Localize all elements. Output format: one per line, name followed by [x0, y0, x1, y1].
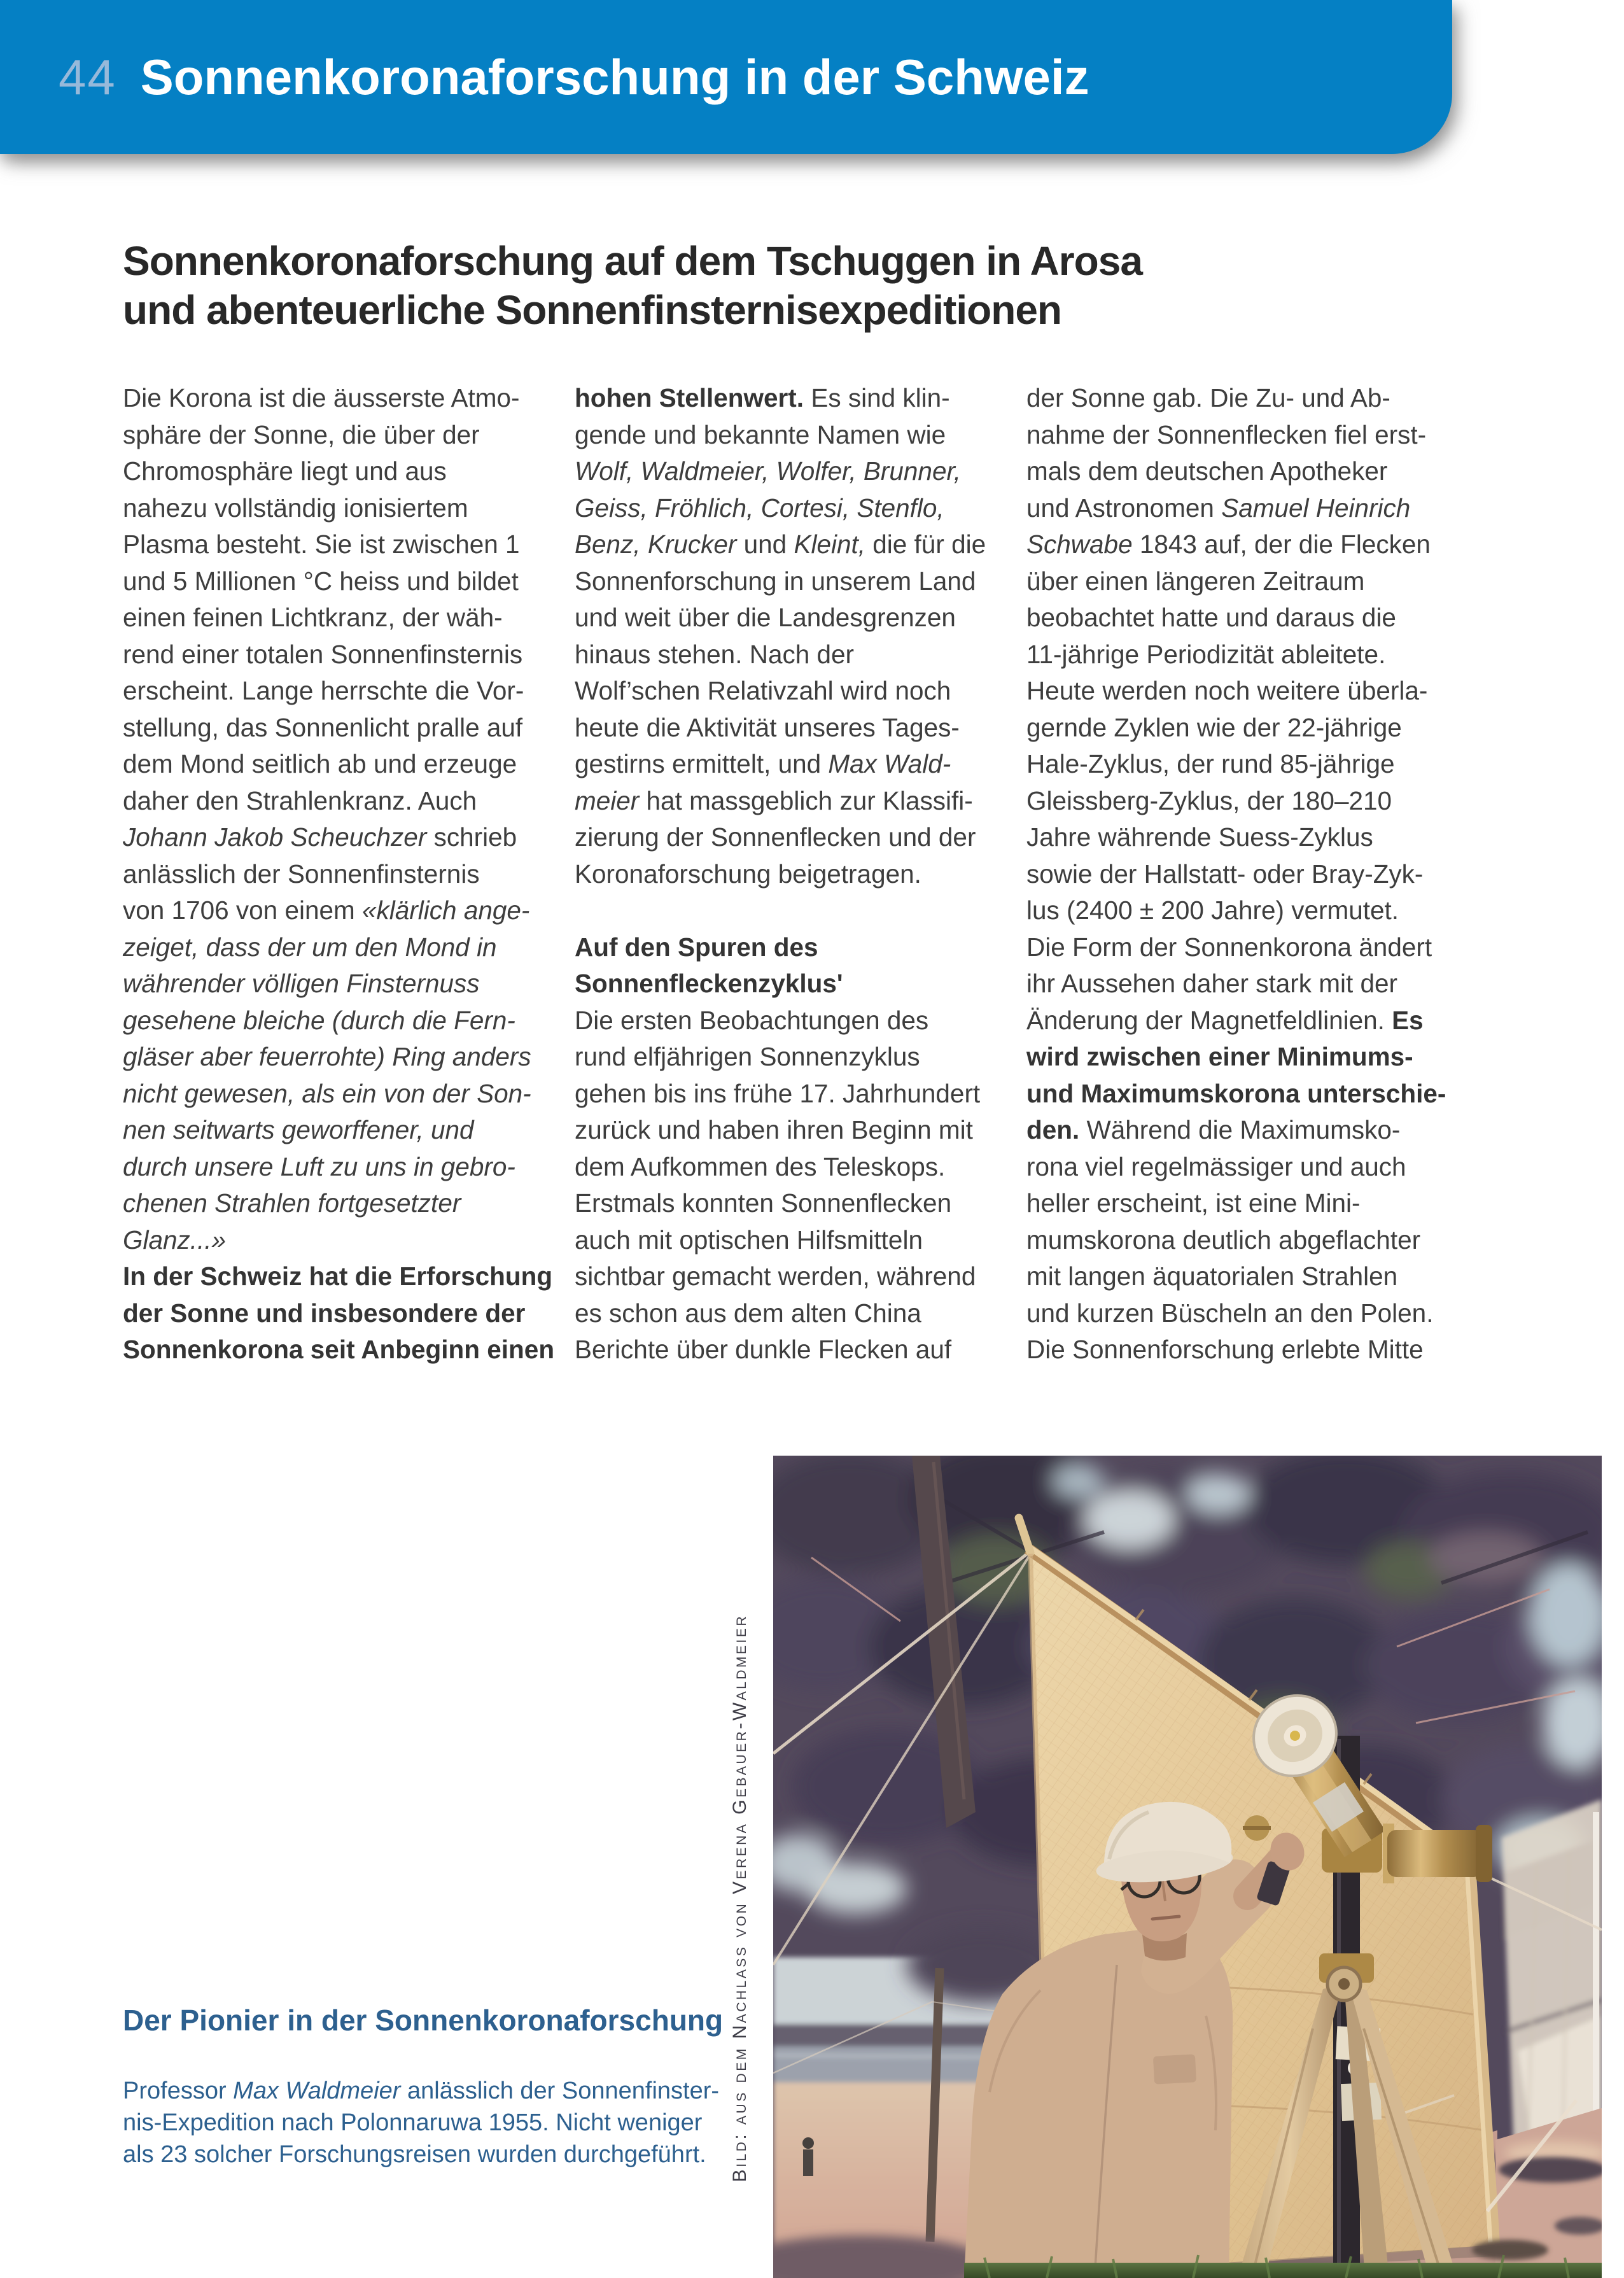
- text-segment: zierung der Sonnenflecken und der: [575, 822, 976, 852]
- text-segment: und weit über die Landesgrenzen: [575, 603, 956, 632]
- text-segment: Max Waldmeier: [233, 2078, 401, 2104]
- article-title-line2: und abenteuerliche Sonnenfinsternisexpeditionen: [123, 287, 1061, 333]
- text-segment: nahezu vollständig ionisiertem: [123, 493, 468, 523]
- text-line: [575, 1258, 1007, 1295]
- text-segment: auch mit optischen Hilfsmitteln: [575, 1225, 923, 1255]
- text-segment: Benz, Krucker: [575, 530, 737, 559]
- text-segment: Die Form der Sonnenkorona ändert: [1026, 932, 1432, 962]
- text-line: [123, 783, 556, 820]
- text-line: [123, 2075, 723, 2107]
- text-line: [123, 600, 556, 636]
- expedition-photo: [773, 1456, 1602, 2278]
- text-line: [123, 1332, 556, 1368]
- text-line: [575, 966, 1007, 1002]
- text-segment: Samuel Heinrich: [1221, 493, 1411, 523]
- text-line: [123, 2107, 723, 2139]
- text-line: [1026, 966, 1459, 1002]
- text-segment: nicht gewesen, als ein von der Son-: [123, 1078, 531, 1108]
- text-line: [1026, 563, 1459, 600]
- text-line: [575, 490, 1007, 527]
- text-line: [1026, 380, 1459, 417]
- text-line: [123, 636, 556, 673]
- text-segment: es schon aus dem alten China: [575, 1298, 921, 1328]
- text-segment: zeiget, dass der um den Mond in: [123, 932, 497, 962]
- text-line: [1026, 600, 1459, 636]
- text-segment: gernde Zyklen wie der 22-jährige: [1026, 712, 1402, 742]
- text-segment: meier: [575, 785, 640, 815]
- text-segment: «klärlich ange-: [362, 896, 530, 925]
- text-segment: durch unsere Luft zu uns in gebro-: [123, 1151, 515, 1181]
- text-line: [123, 2139, 723, 2170]
- text-line: [123, 929, 556, 966]
- text-segment: dem Aufkommen des Teleskops.: [575, 1151, 946, 1181]
- text-line: [123, 526, 556, 563]
- text-segment: über einen längeren Zeitraum: [1026, 566, 1365, 596]
- text-segment: mals dem deutschen Apotheker: [1026, 456, 1388, 486]
- text-line: [1026, 892, 1459, 929]
- text-segment: sowie der Hallstatt- oder Bray-Zyk-: [1026, 859, 1424, 889]
- text-line: [575, 526, 1007, 563]
- text-segment: währender völligen Finsternuss: [123, 969, 480, 998]
- text-line: [123, 819, 556, 856]
- text-segment: einen feinen Lichtkranz, der wäh-: [123, 603, 503, 632]
- text-line: [123, 1002, 556, 1039]
- text-line: [575, 563, 1007, 600]
- text-segment: gestirns ermittelt, und: [575, 749, 829, 778]
- text-segment: sphäre der Sonne, die über der: [123, 419, 480, 449]
- article-column-2: [575, 380, 1007, 1368]
- text-line: [1026, 1332, 1459, 1368]
- text-line: [575, 1149, 1007, 1186]
- text-line: [1026, 819, 1459, 856]
- text-line: [1026, 1222, 1459, 1259]
- text-line: [1026, 746, 1459, 783]
- caption-title: Der Pionier in der Sonnenkoronaforschung: [123, 2004, 724, 2037]
- text-segment: der Sonne und insbesondere der: [123, 1298, 526, 1328]
- text-line: [123, 710, 556, 747]
- text-segment: anlässlich der Sonnenfinster-: [400, 2078, 720, 2104]
- text-line: [575, 1076, 1007, 1113]
- text-line: [123, 1222, 556, 1259]
- text-segment: heute die Aktivität unseres Tages-: [575, 712, 960, 742]
- text-line: [123, 1185, 556, 1222]
- text-line: [1026, 490, 1459, 527]
- text-segment: Jahre währende Suess-Zyklus: [1026, 822, 1373, 852]
- text-segment: sichtbar gemacht werden, während: [575, 1262, 976, 1291]
- text-line: [1026, 1295, 1459, 1332]
- text-line: [123, 1076, 556, 1113]
- article-body: [123, 380, 1478, 1379]
- text-line: [1026, 783, 1459, 820]
- text-line: [123, 1295, 556, 1332]
- text-segment: Während die Maximumsko-: [1079, 1115, 1401, 1144]
- text-line: [123, 746, 556, 783]
- text-line: [1026, 929, 1459, 966]
- header-bar: [0, 0, 1452, 154]
- caption-body: [123, 2075, 723, 2170]
- text-segment: Johann Jakob Scheuchzer: [123, 822, 427, 852]
- text-segment: gehen bis ins frühe 17. Jahrhundert: [575, 1078, 981, 1108]
- text-line: [575, 892, 1007, 929]
- article-column-3: [1026, 380, 1459, 1368]
- text-segment: Geiss, Fröhlich, Cortesi, Stenflo,: [575, 493, 944, 523]
- text-segment: Heute werden noch weitere überla-: [1026, 676, 1428, 705]
- text-segment: 11-jährige Periodizität ableitete.: [1026, 639, 1386, 669]
- text-segment: Professor: [123, 2078, 234, 2104]
- page-number: 44: [59, 48, 116, 105]
- text-segment: Sonnenfleckenzyklus': [575, 969, 843, 998]
- text-line: [123, 453, 556, 490]
- text-segment: In der Schweiz hat die Erforschung: [123, 1262, 553, 1291]
- article-title: [123, 237, 1142, 335]
- text-segment: erscheint. Lange herrschte die Vor-: [123, 676, 524, 705]
- text-segment: rend einer totalen Sonnenfinsternis: [123, 639, 523, 669]
- text-segment: Max Wald-: [828, 749, 951, 778]
- text-line: [1026, 453, 1459, 490]
- text-line: [123, 966, 556, 1002]
- text-line: [575, 1332, 1007, 1368]
- text-line: [575, 600, 1007, 636]
- text-line: [1026, 1039, 1459, 1076]
- text-line: [123, 856, 556, 893]
- text-line: [575, 929, 1007, 966]
- text-line: [575, 856, 1007, 893]
- text-segment: stellung, das Sonnenlicht pralle auf: [123, 712, 523, 742]
- text-segment: Sonnenkorona seit Anbeginn einen: [123, 1335, 555, 1364]
- text-segment: schrieb: [426, 822, 517, 852]
- text-segment: anlässlich der Sonnenfinsternis: [123, 859, 480, 889]
- text-segment: Plasma besteht. Sie ist zwischen 1: [123, 530, 520, 559]
- text-line: [575, 1295, 1007, 1332]
- text-line: [1026, 526, 1459, 563]
- text-line: [1026, 710, 1459, 747]
- article-column-1: [123, 380, 556, 1368]
- text-segment: und 5 Millionen °C heiss und bildet: [123, 566, 519, 596]
- text-line: [123, 380, 556, 417]
- text-segment: ihr Aussehen daher stark mit der: [1026, 969, 1398, 998]
- text-line: [575, 783, 1007, 820]
- text-line: [1026, 1002, 1459, 1039]
- text-line: [575, 710, 1007, 747]
- text-segment: Chromosphäre liegt und aus: [123, 456, 447, 486]
- text-segment: Hale-Zyklus, der rund 85-jährige: [1026, 749, 1395, 778]
- text-line: [123, 563, 556, 600]
- text-segment: 1843 auf, der die Flecken: [1132, 530, 1431, 559]
- article-title-line1: Sonnenkoronaforschung auf dem Tschuggen in Arosa: [123, 238, 1142, 284]
- text-segment: heller erscheint, ist eine Mini-: [1026, 1188, 1361, 1218]
- text-segment: Wolf’schen Relativzahl wird noch: [575, 676, 951, 705]
- text-line: [575, 1002, 1007, 1039]
- text-line: [123, 417, 556, 454]
- text-segment: Die ersten Beobachtungen des: [575, 1005, 929, 1035]
- text-line: [1026, 1112, 1459, 1149]
- text-segment: chenen Strahlen fortgesetzter: [123, 1188, 461, 1218]
- text-line: [575, 1222, 1007, 1259]
- text-line: [575, 746, 1007, 783]
- text-line: [575, 417, 1007, 454]
- text-line: [1026, 1076, 1459, 1113]
- text-segment: Es sind klin-: [804, 383, 950, 412]
- text-segment: Glanz...»: [123, 1225, 227, 1255]
- text-segment: Es: [1392, 1005, 1424, 1035]
- text-segment: Auf den Spuren des: [575, 932, 818, 962]
- text-line: [575, 380, 1007, 417]
- text-segment: dem Mond seitlich ab und erzeuge: [123, 749, 517, 778]
- text-segment: beobachtet hatte und daraus die: [1026, 603, 1396, 632]
- text-segment: lus (2400 ± 200 Jahre) vermutet.: [1026, 896, 1399, 925]
- text-line: [1026, 1258, 1459, 1295]
- text-segment: gesehene bleiche (durch die Fern-: [123, 1005, 515, 1035]
- photo-credit: Bild: aus dem Nachlass von Verena Gebauer-Waldmeier: [729, 1614, 750, 2182]
- text-segment: daher den Strahlenkranz. Auch: [123, 785, 477, 815]
- text-segment: gende und bekannte Namen wie: [575, 419, 946, 449]
- text-segment: von 1706 von einem: [123, 896, 363, 925]
- text-line: [123, 1112, 556, 1149]
- text-segment: gläser aber feuerrohte) Ring anders: [123, 1042, 531, 1071]
- text-segment: Sonnenforschung in unserem Land: [575, 566, 976, 596]
- text-segment: Kleint,: [794, 530, 865, 559]
- text-segment: und: [736, 530, 794, 559]
- text-segment: mumskorona deutlich abgeflachter: [1026, 1225, 1421, 1255]
- text-line: [575, 819, 1007, 856]
- text-segment: mit langen äquatorialen Strahlen: [1026, 1262, 1398, 1291]
- text-line: [123, 1258, 556, 1295]
- text-segment: nis-Expedition nach Polonnaruwa 1955. Nicht weniger: [123, 2109, 703, 2136]
- text-segment: und Maximumskorona unterschie-: [1026, 1078, 1446, 1108]
- text-line: [123, 892, 556, 929]
- text-segment: nen seitwarts geworffener, und: [123, 1115, 474, 1144]
- expedition-photo-art: [773, 1456, 1602, 2278]
- text-segment: Wolf, Waldmeier, Wolfer, Brunner,: [575, 456, 961, 486]
- text-line: [1026, 856, 1459, 893]
- text-segment: hinaus stehen. Nach der: [575, 639, 855, 669]
- text-segment: hohen Stellenwert.: [575, 383, 804, 412]
- text-segment: rona viel regelmässiger und auch: [1026, 1151, 1406, 1181]
- text-line: [123, 673, 556, 710]
- text-line: [575, 453, 1007, 490]
- text-segment: rund elfjährigen Sonnenzyklus: [575, 1042, 920, 1071]
- text-line: [1026, 1185, 1459, 1222]
- text-segment: und kurzen Büscheln an den Polen.: [1026, 1298, 1434, 1328]
- text-segment: und Astronomen: [1026, 493, 1222, 523]
- text-line: [575, 1039, 1007, 1076]
- text-line: [575, 636, 1007, 673]
- text-line: [1026, 636, 1459, 673]
- text-line: [575, 1185, 1007, 1222]
- text-segment: Gleissberg-Zyklus, der 180–210: [1026, 785, 1392, 815]
- text-segment: Berichte über dunkle Flecken auf: [575, 1335, 952, 1364]
- text-segment: als 23 solcher Forschungsreisen wurden durchgeführt.: [123, 2141, 706, 2168]
- text-segment: der Sonne gab. Die Zu- und Ab-: [1026, 383, 1390, 412]
- photo-caption: [123, 2004, 723, 2170]
- text-line: [123, 1039, 556, 1076]
- header-title: Sonnenkoronaforschung in der Schweiz: [140, 48, 1089, 105]
- text-line: [1026, 1149, 1459, 1186]
- text-line: [123, 1149, 556, 1186]
- text-line: [575, 1112, 1007, 1149]
- text-line: [1026, 417, 1459, 454]
- text-segment: die für die: [865, 530, 986, 559]
- text-line: [575, 673, 1007, 710]
- text-segment: Koronaforschung beigetragen.: [575, 859, 921, 889]
- text-segment: Änderung der Magnetfeldlinien.: [1026, 1005, 1392, 1035]
- text-segment: hat massgeblich zur Klassifi-: [639, 785, 973, 815]
- text-segment: Schwabe: [1026, 530, 1133, 559]
- text-segment: zurück und haben ihren Beginn mit: [575, 1115, 973, 1144]
- text-line: [1026, 673, 1459, 710]
- text-segment: Erstmals konnten Sonnenflecken: [575, 1188, 952, 1218]
- text-segment: den.: [1026, 1115, 1080, 1144]
- text-segment: Die Korona ist die äusserste Atmo-: [123, 383, 520, 412]
- text-segment: wird zwischen einer Minimums-: [1026, 1042, 1413, 1071]
- text-segment: Die Sonnenforschung erlebte Mitte: [1026, 1335, 1424, 1364]
- text-line: [123, 490, 556, 527]
- text-segment: nahme der Sonnenflecken fiel erst-: [1026, 419, 1427, 449]
